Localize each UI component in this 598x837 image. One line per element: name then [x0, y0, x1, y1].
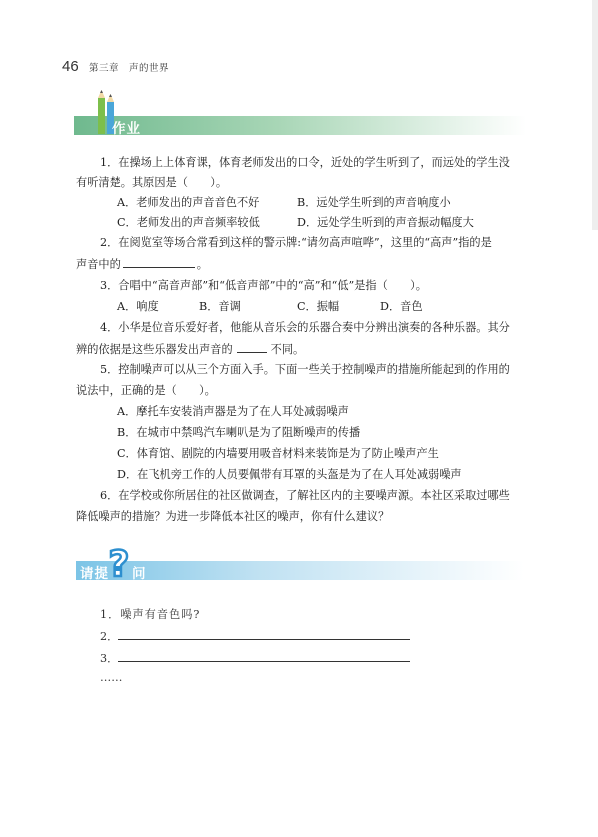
ask-item-3-number: 3． — [100, 652, 119, 665]
q1-option-b: B．远处学生听到的声音响度小 — [297, 196, 451, 209]
ask-item-2-blank[interactable] — [118, 629, 410, 640]
ask-item-2 — [100, 628, 410, 644]
q5-option-c: C．体育馆、剧院的内墙要用吸音材料来装饰是为了防止噪声产生 — [117, 447, 439, 460]
q2-blank[interactable] — [123, 257, 195, 268]
ask-title-right: 问 — [132, 566, 146, 582]
q1-line1: 1．在操场上上体育课，体育老师发出的口令，近处的学生听到了，而远处的学生没 — [100, 156, 510, 169]
q5-line1: 5．控制噪声可以从三个方面入手。下面一些关于控制噪声的措施所能起到的作用的 — [100, 363, 510, 376]
q3-option-d: D．音色 — [380, 300, 423, 313]
q2-line2 — [76, 257, 208, 272]
q3-line1: 3．合唱中“高音声部”和“低音声部”中的“高”和“低”是指（ ）。 — [100, 279, 427, 292]
ask-title-left: 请提 — [80, 566, 109, 582]
homework-band — [74, 116, 526, 135]
q5-option-b: B．在城市中禁鸣汽车喇叭是为了阻断噪声的传播 — [117, 426, 361, 439]
q3-option-c: C．振幅 — [297, 300, 340, 313]
q3-option-b: B．音调 — [199, 300, 241, 313]
q5-option-a: A．摩托车安装消声器是为了在人耳处减弱噪声 — [117, 405, 349, 418]
homework-title: 作业 — [112, 121, 141, 137]
q2-line2-pre: 声音中的 — [76, 258, 121, 271]
q6-line2: 降低噪声的措施？为进一步降低本社区的噪声，你有什么建议？ — [76, 510, 390, 523]
q4-line2-post: 不同。 — [270, 343, 305, 356]
q6-line1: 6．在学校或你所居住的社区做调查，了解社区内的主要噪声源。本社区采取过哪些 — [100, 489, 510, 502]
q4-line2-pre: 辨的依据是这些乐器发出声音的 — [76, 343, 233, 356]
ask-item-1: 1．噪声有音色吗? — [100, 608, 201, 621]
q5-option-d: D．在飞机旁工作的人员要佩带有耳罩的头盔是为了在人耳处减弱噪声 — [117, 468, 462, 481]
svg-text:?: ? — [108, 544, 130, 583]
q1-option-a: A．老师发出的声音音色不好 — [117, 196, 260, 209]
page-edge — [592, 0, 598, 230]
q4-line1: 4．小华是位音乐爱好者，他能从音乐会的乐器合奏中分辨出演奏的各种乐器。其分 — [100, 321, 510, 334]
ask-ellipsis: …… — [100, 671, 123, 684]
q4-blank[interactable] — [237, 342, 267, 353]
q2-line2-post: 。 — [196, 258, 208, 271]
q2-line1: 2．在阅览室等场合常看到这样的警示牌:“请勿高声喧哗”，这里的“高声”指的是 — [100, 236, 492, 249]
question-mark-icon — [106, 543, 132, 583]
chapter-title: 第三章 声的世界 — [89, 63, 170, 74]
ask-item-3-blank[interactable] — [118, 651, 410, 662]
q5-line2: 说法中，正确的是（ ）。 — [76, 384, 216, 397]
ask-item-3 — [100, 650, 410, 666]
page-number: 46 — [62, 58, 79, 75]
q3-option-a: A．响度 — [117, 300, 159, 313]
ask-item-2-number: 2． — [100, 630, 119, 643]
q1-option-c: C．老师发出的声音频率较低 — [117, 216, 260, 229]
q1-line2: 有听清楚。其原因是（ ）。 — [76, 176, 228, 189]
q1-option-d: D．远处学生听到的声音振动幅度大 — [297, 216, 474, 229]
q4-line2 — [76, 342, 304, 357]
